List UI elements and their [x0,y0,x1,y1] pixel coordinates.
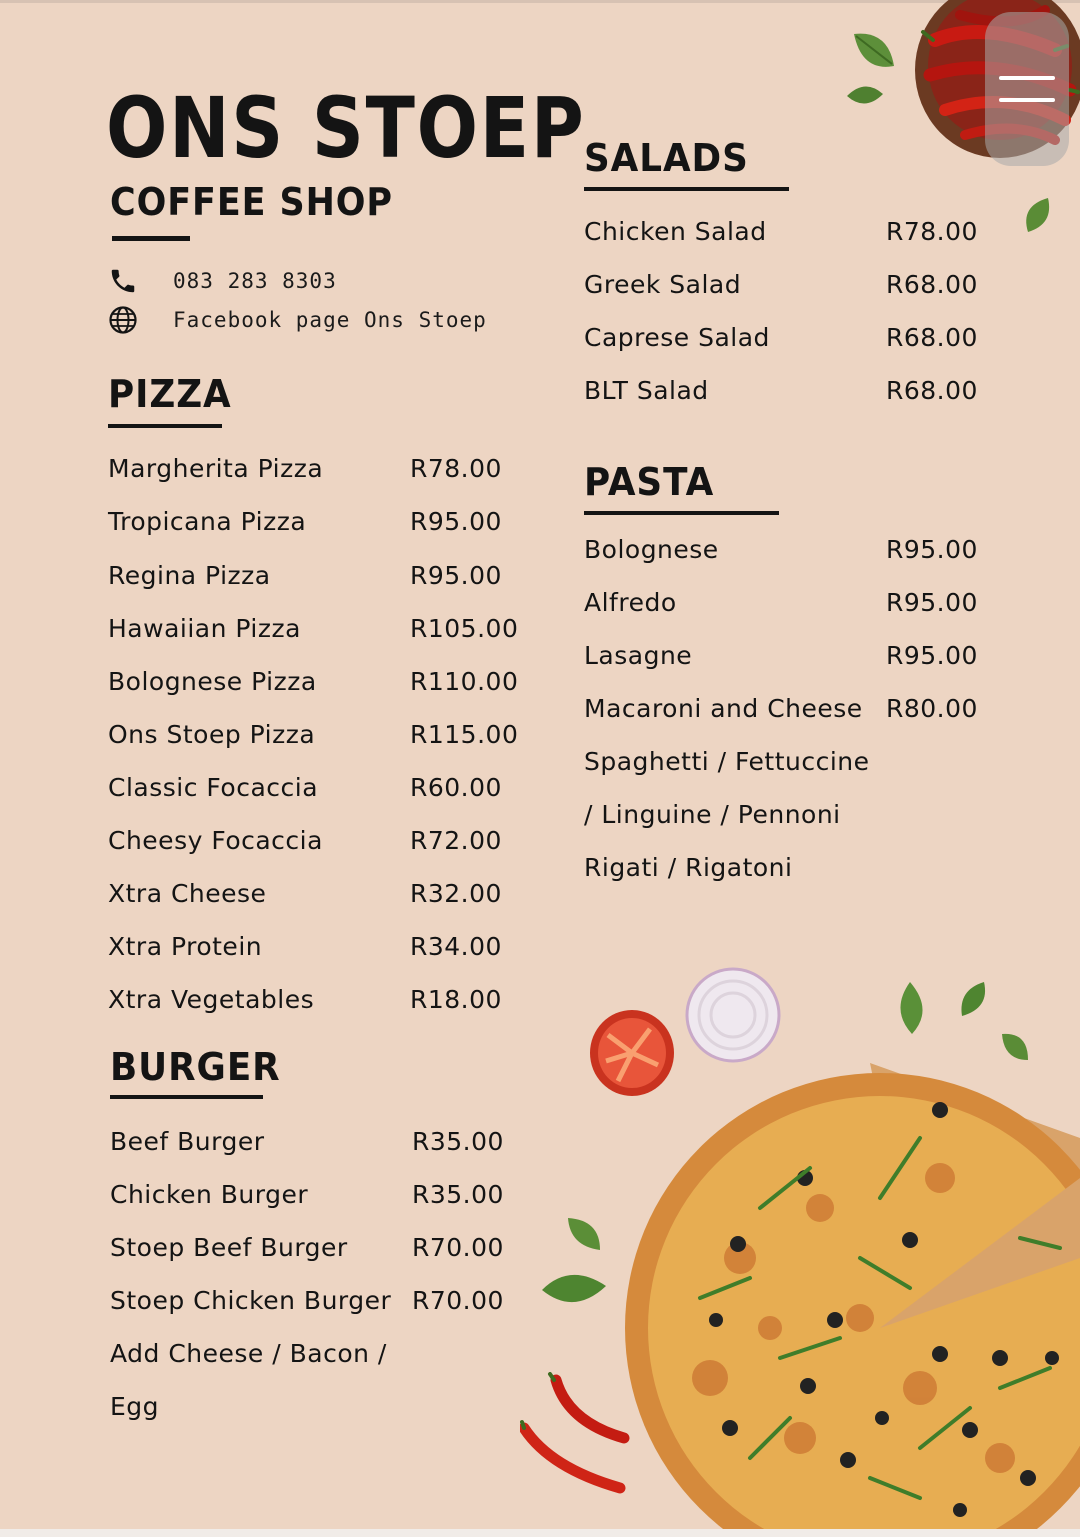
menu-item [584,850,984,886]
item-name: Ons Stoep Pizza [108,720,316,749]
item-name: BLT Salad [584,376,709,405]
section-title-pizza: PIZZA [108,372,232,416]
item-price: R78.00 [410,454,502,483]
item-name: Caprese Salad [584,323,770,352]
item-price: R72.00 [410,826,502,855]
item-name: Stoep Beef Burger [110,1233,348,1262]
menu-item [108,664,519,700]
section-underline-burger [110,1095,263,1099]
item-price: R110.00 [410,667,519,696]
menu-item [108,611,519,647]
section-underline-salads [584,187,789,191]
basil-leaf-icon [564,1214,604,1254]
item-name: / Linguine / Pennoni [584,800,841,829]
menu-item [110,1336,510,1372]
menu-item [108,717,519,753]
item-price: R68.00 [886,323,978,352]
menu-item [584,320,984,356]
menu-item [110,1124,510,1160]
menu-item [108,982,508,1018]
menu-item [110,1283,510,1319]
item-name: Xtra Vegetables [108,985,315,1014]
menu-item [108,451,508,487]
menu-item [584,267,984,303]
menu-item [110,1230,510,1266]
item-price: R68.00 [886,270,978,299]
basil-leaf-icon [890,980,934,1036]
basil-leaf-icon [848,26,900,78]
item-name: Alfredo [584,588,677,617]
item-name: Xtra Cheese [108,879,267,908]
item-price: R18.00 [410,985,502,1014]
item-price: R115.00 [410,720,519,749]
section-title-pasta: PASTA [584,460,715,504]
menu-item [584,373,984,409]
basil-leaf-icon [540,1266,608,1314]
menu-item [584,691,984,727]
brand-subtitle: COFFEE SHOP [110,180,393,224]
item-price: R78.00 [886,217,978,246]
contact-facebook[interactable] [108,305,487,335]
item-name: Spaghetti / Fettuccine [584,747,870,776]
item-name: Chicken Salad [584,217,767,246]
item-price: R70.00 [412,1286,504,1315]
item-name: Lasagne [584,641,693,670]
item-price: R80.00 [886,694,978,723]
item-name: Bolognese Pizza [108,667,317,696]
item-price: R35.00 [412,1127,504,1156]
item-name: Tropicana Pizza [108,507,307,536]
basil-leaf-icon [1020,196,1054,234]
item-name: Greek Salad [584,270,742,299]
item-price: R95.00 [410,507,502,536]
section-title-burger: BURGER [110,1045,281,1089]
item-name: Stoep Chicken Burger [110,1286,392,1315]
item-price: R95.00 [886,588,978,617]
item-name: Cheesy Focaccia [108,826,323,855]
bottom-bar [0,1529,1080,1537]
item-price: R105.00 [410,614,519,643]
pizza-image-icon [620,1058,1080,1529]
item-price: R95.00 [886,641,978,670]
item-name: Macaroni and Cheese [584,694,863,723]
menu-item [108,876,508,912]
phone-icon [108,266,142,296]
phone-number: 083 283 8303 [173,269,337,293]
onion-slice-icon [684,966,782,1064]
item-name: Beef Burger [110,1127,265,1156]
brand-underline [112,236,190,241]
item-name: Regina Pizza [108,561,271,590]
item-price: R95.00 [410,561,502,590]
menu-item [584,797,984,833]
item-price: R68.00 [886,376,978,405]
item-price: R95.00 [886,535,978,564]
globe-icon [108,305,142,335]
menu-item [108,504,508,540]
section-underline-pasta [584,511,779,515]
item-name: Add Cheese / Bacon / [110,1339,387,1368]
brand-title: ONS STOEP [106,79,586,177]
item-name: Rigati / Rigatoni [584,853,793,882]
menu-item [584,214,984,250]
item-name: Egg [110,1392,160,1421]
menu-item [584,532,984,568]
contact-phone[interactable] [108,266,337,296]
item-name: Bolognese [584,535,719,564]
item-name: Classic Focaccia [108,773,319,802]
menu-item [108,823,508,859]
menu-item [108,929,508,965]
section-title-salads: SALADS [584,136,749,180]
facebook-link: Facebook page Ons Stoep [173,308,487,332]
item-price: R60.00 [410,773,502,802]
menu-item [584,744,984,780]
item-name: Chicken Burger [110,1180,309,1209]
menu-item [110,1389,510,1425]
item-price: R70.00 [412,1233,504,1262]
menu-item [584,585,984,621]
section-underline-pizza [108,424,222,428]
item-price: R35.00 [412,1180,504,1209]
menu-item [108,558,508,594]
basil-leaf-icon [845,80,885,112]
basil-leaf-icon [958,980,990,1018]
item-price: R34.00 [410,932,502,961]
item-name: Xtra Protein [108,932,263,961]
menu-item [108,770,508,806]
hamburger-menu-button[interactable] [985,12,1069,166]
menu-item [584,638,984,674]
item-name: Hawaiian Pizza [108,614,301,643]
menu-item [110,1177,510,1213]
item-price: R32.00 [410,879,502,908]
item-name: Margherita Pizza [108,454,324,483]
